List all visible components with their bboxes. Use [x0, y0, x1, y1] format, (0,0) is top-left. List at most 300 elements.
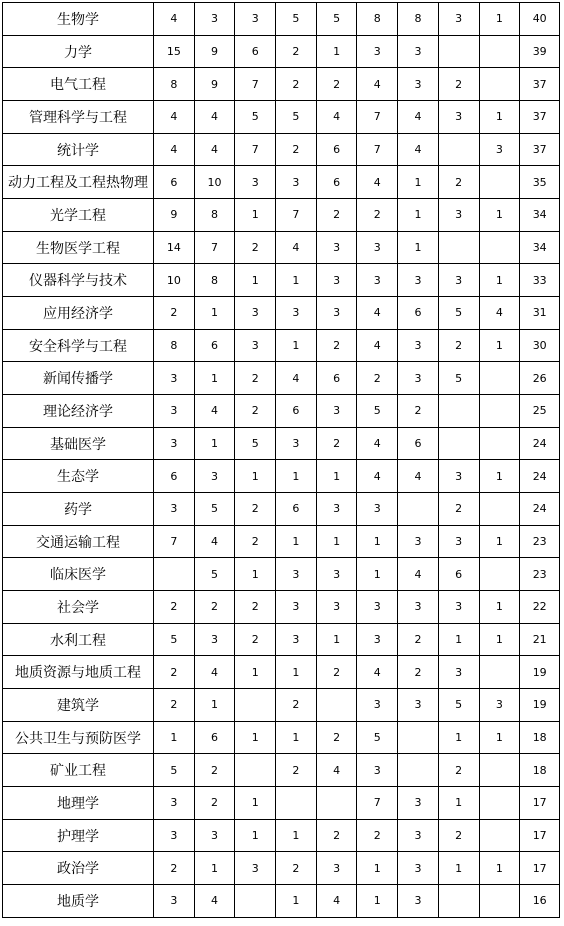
discipline-name-cell: 建筑学	[3, 689, 154, 722]
table-row	[3, 525, 560, 558]
count-cell: 1	[479, 591, 520, 624]
total-cell: 21	[520, 623, 560, 656]
count-cell: 5	[357, 721, 398, 754]
count-cell: 3	[398, 362, 439, 395]
count-cell: 3	[438, 591, 479, 624]
total-cell: 24	[520, 460, 560, 493]
count-cell: 4	[357, 427, 398, 460]
count-cell: 3	[316, 591, 357, 624]
count-cell: 4	[194, 101, 235, 134]
count-cell: 2	[235, 395, 276, 428]
count-cell: 1	[479, 721, 520, 754]
count-cell: 1	[235, 264, 276, 297]
count-cell: 2	[398, 395, 439, 428]
count-cell: 3	[154, 787, 195, 820]
count-cell: 2	[235, 525, 276, 558]
count-cell: 6	[154, 166, 195, 199]
count-cell: 2	[276, 754, 317, 787]
table-row	[3, 656, 560, 689]
count-cell: 2	[398, 623, 439, 656]
count-cell	[316, 689, 357, 722]
total-cell: 23	[520, 525, 560, 558]
count-cell: 3	[194, 460, 235, 493]
count-cell: 1	[479, 525, 520, 558]
total-cell: 24	[520, 427, 560, 460]
count-cell: 2	[357, 199, 398, 232]
count-cell	[235, 689, 276, 722]
count-cell: 4	[194, 656, 235, 689]
count-cell: 2	[235, 231, 276, 264]
count-cell: 1	[194, 852, 235, 885]
count-cell: 3	[154, 819, 195, 852]
count-cell: 3	[154, 395, 195, 428]
discipline-name-cell: 地质资源与地质工程	[3, 656, 154, 689]
table-row	[3, 395, 560, 428]
count-cell: 10	[154, 264, 195, 297]
discipline-name-cell: 新闻传播学	[3, 362, 154, 395]
count-cell: 1	[316, 623, 357, 656]
count-cell: 1	[438, 623, 479, 656]
count-cell: 1	[235, 721, 276, 754]
count-cell: 8	[194, 264, 235, 297]
discipline-name-cell: 交通运输工程	[3, 525, 154, 558]
count-cell: 1	[235, 199, 276, 232]
table-row	[3, 460, 560, 493]
count-cell: 3	[398, 885, 439, 918]
table-row	[3, 819, 560, 852]
count-cell: 4	[398, 558, 439, 591]
count-cell: 4	[194, 395, 235, 428]
count-cell: 4	[276, 362, 317, 395]
count-cell: 1	[357, 558, 398, 591]
count-cell: 1	[357, 525, 398, 558]
table-row	[3, 623, 560, 656]
count-cell: 6	[276, 493, 317, 526]
count-cell: 3	[398, 852, 439, 885]
count-cell: 5	[154, 754, 195, 787]
table-row	[3, 689, 560, 722]
count-cell	[479, 656, 520, 689]
count-cell: 8	[154, 68, 195, 101]
discipline-name-cell: 临床医学	[3, 558, 154, 591]
count-cell: 6	[194, 721, 235, 754]
count-cell: 1	[479, 264, 520, 297]
count-cell: 1	[398, 166, 439, 199]
table-row	[3, 166, 560, 199]
discipline-name-cell: 应用经济学	[3, 297, 154, 330]
count-cell: 1	[276, 656, 317, 689]
count-cell: 3	[154, 427, 195, 460]
count-cell: 1	[194, 362, 235, 395]
count-cell: 1	[276, 329, 317, 362]
count-cell: 2	[276, 852, 317, 885]
count-cell: 3	[235, 329, 276, 362]
total-cell: 17	[520, 819, 560, 852]
discipline-name-cell: 生物医学工程	[3, 231, 154, 264]
count-cell: 6	[398, 427, 439, 460]
count-cell: 3	[398, 819, 439, 852]
count-cell: 3	[154, 885, 195, 918]
count-cell: 3	[357, 591, 398, 624]
count-cell: 4	[194, 885, 235, 918]
count-cell: 5	[235, 101, 276, 134]
count-cell: 2	[235, 623, 276, 656]
count-cell: 4	[357, 166, 398, 199]
count-cell: 4	[154, 133, 195, 166]
count-cell: 9	[194, 68, 235, 101]
count-cell: 3	[479, 133, 520, 166]
count-cell: 2	[316, 68, 357, 101]
count-cell: 8	[357, 3, 398, 36]
count-cell: 5	[235, 427, 276, 460]
count-cell: 3	[235, 852, 276, 885]
count-cell: 3	[438, 460, 479, 493]
count-cell	[438, 395, 479, 428]
count-cell: 4	[154, 101, 195, 134]
count-cell: 6	[276, 395, 317, 428]
count-cell: 4	[357, 460, 398, 493]
total-cell: 24	[520, 493, 560, 526]
count-cell: 9	[194, 35, 235, 68]
discipline-name-cell: 电气工程	[3, 68, 154, 101]
count-cell: 1	[276, 460, 317, 493]
count-cell: 3	[479, 689, 520, 722]
count-cell	[438, 427, 479, 460]
total-cell: 18	[520, 721, 560, 754]
table-row	[3, 852, 560, 885]
count-cell: 2	[276, 133, 317, 166]
count-cell: 3	[276, 591, 317, 624]
count-cell: 2	[438, 166, 479, 199]
total-cell: 23	[520, 558, 560, 591]
count-cell: 3	[235, 297, 276, 330]
discipline-name-cell: 仪器科学与技术	[3, 264, 154, 297]
count-cell: 1	[194, 297, 235, 330]
count-cell: 4	[357, 329, 398, 362]
count-cell	[398, 721, 439, 754]
count-cell: 1	[398, 231, 439, 264]
count-cell: 4	[357, 68, 398, 101]
count-cell: 1	[357, 852, 398, 885]
count-cell: 15	[154, 35, 195, 68]
count-cell: 5	[154, 623, 195, 656]
count-cell: 5	[276, 3, 317, 36]
count-cell: 3	[357, 231, 398, 264]
count-cell	[479, 35, 520, 68]
count-cell: 4	[398, 460, 439, 493]
count-cell: 6	[316, 166, 357, 199]
count-cell: 7	[154, 525, 195, 558]
count-cell: 5	[194, 493, 235, 526]
count-cell	[479, 362, 520, 395]
table-row	[3, 493, 560, 526]
count-cell: 1	[316, 525, 357, 558]
discipline-name-cell: 基础医学	[3, 427, 154, 460]
discipline-name-cell: 动力工程及工程热物理	[3, 166, 154, 199]
total-cell: 19	[520, 656, 560, 689]
count-cell	[235, 754, 276, 787]
count-cell	[479, 819, 520, 852]
total-cell: 25	[520, 395, 560, 428]
count-cell: 1	[479, 460, 520, 493]
count-cell	[398, 754, 439, 787]
count-cell: 4	[316, 101, 357, 134]
discipline-name-cell: 护理学	[3, 819, 154, 852]
count-cell: 3	[398, 35, 439, 68]
table-row	[3, 297, 560, 330]
count-cell: 1	[194, 689, 235, 722]
count-cell: 1	[479, 101, 520, 134]
count-cell: 2	[194, 591, 235, 624]
total-cell: 22	[520, 591, 560, 624]
discipline-name-cell: 地理学	[3, 787, 154, 820]
count-cell	[438, 133, 479, 166]
count-cell: 1	[479, 329, 520, 362]
count-cell	[479, 68, 520, 101]
count-cell	[235, 885, 276, 918]
count-cell: 3	[316, 264, 357, 297]
total-cell: 37	[520, 101, 560, 134]
count-cell: 8	[154, 329, 195, 362]
count-cell: 7	[357, 787, 398, 820]
count-cell: 4	[357, 656, 398, 689]
discipline-name-cell: 统计学	[3, 133, 154, 166]
count-cell	[479, 395, 520, 428]
table-row	[3, 721, 560, 754]
table-row	[3, 3, 560, 36]
count-cell	[316, 787, 357, 820]
discipline-statistics-table	[2, 2, 560, 918]
count-cell: 4	[357, 297, 398, 330]
discipline-name-cell: 力学	[3, 35, 154, 68]
count-cell: 3	[398, 68, 439, 101]
table-row	[3, 427, 560, 460]
count-cell: 2	[398, 656, 439, 689]
count-cell: 2	[357, 362, 398, 395]
count-cell: 3	[316, 231, 357, 264]
total-cell: 33	[520, 264, 560, 297]
total-cell: 30	[520, 329, 560, 362]
count-cell: 2	[438, 754, 479, 787]
count-cell: 3	[357, 754, 398, 787]
count-cell: 6	[398, 297, 439, 330]
count-cell	[479, 493, 520, 526]
count-cell: 3	[276, 623, 317, 656]
count-cell: 5	[438, 362, 479, 395]
total-cell: 31	[520, 297, 560, 330]
table-row	[3, 101, 560, 134]
count-cell: 4	[316, 754, 357, 787]
count-cell: 3	[398, 787, 439, 820]
count-cell: 8	[194, 199, 235, 232]
table-row	[3, 787, 560, 820]
count-cell: 1	[479, 852, 520, 885]
count-cell: 1	[316, 35, 357, 68]
count-cell: 2	[316, 656, 357, 689]
count-cell: 2	[438, 819, 479, 852]
count-cell: 2	[276, 68, 317, 101]
count-cell: 3	[235, 166, 276, 199]
count-cell: 4	[398, 101, 439, 134]
count-cell: 4	[316, 885, 357, 918]
discipline-name-cell: 安全科学与工程	[3, 329, 154, 362]
count-cell: 3	[194, 819, 235, 852]
discipline-name-cell: 理论经济学	[3, 395, 154, 428]
count-cell: 7	[235, 68, 276, 101]
count-cell	[438, 35, 479, 68]
count-cell: 4	[194, 525, 235, 558]
count-cell: 2	[316, 329, 357, 362]
count-cell: 3	[316, 558, 357, 591]
count-cell: 2	[316, 721, 357, 754]
count-cell: 3	[398, 591, 439, 624]
count-cell: 4	[479, 297, 520, 330]
count-cell: 3	[154, 493, 195, 526]
count-cell: 3	[398, 689, 439, 722]
count-cell: 1	[398, 199, 439, 232]
table-row	[3, 591, 560, 624]
count-cell: 6	[438, 558, 479, 591]
table-row	[3, 329, 560, 362]
count-cell: 3	[154, 362, 195, 395]
count-cell: 3	[438, 199, 479, 232]
count-cell: 7	[276, 199, 317, 232]
count-cell: 3	[357, 264, 398, 297]
table-row	[3, 885, 560, 918]
count-cell	[479, 166, 520, 199]
count-cell: 3	[357, 35, 398, 68]
count-cell: 2	[276, 689, 317, 722]
count-cell: 3	[438, 525, 479, 558]
count-cell: 2	[235, 493, 276, 526]
count-cell: 1	[235, 460, 276, 493]
count-cell	[479, 885, 520, 918]
count-cell: 3	[316, 395, 357, 428]
count-cell: 1	[154, 721, 195, 754]
count-cell: 10	[194, 166, 235, 199]
table-row	[3, 264, 560, 297]
count-cell	[438, 885, 479, 918]
count-cell	[479, 754, 520, 787]
count-cell: 3	[357, 623, 398, 656]
discipline-name-cell: 地质学	[3, 885, 154, 918]
count-cell: 5	[438, 297, 479, 330]
count-cell	[276, 787, 317, 820]
count-cell: 2	[438, 329, 479, 362]
discipline-name-cell: 水利工程	[3, 623, 154, 656]
count-cell: 7	[194, 231, 235, 264]
total-cell: 17	[520, 787, 560, 820]
count-cell: 3	[235, 3, 276, 36]
count-cell: 1	[357, 885, 398, 918]
table-row	[3, 231, 560, 264]
table-row	[3, 558, 560, 591]
count-cell: 3	[276, 427, 317, 460]
count-cell: 3	[316, 493, 357, 526]
count-cell: 4	[276, 231, 317, 264]
count-cell: 3	[438, 101, 479, 134]
count-cell: 3	[438, 264, 479, 297]
count-cell: 5	[276, 101, 317, 134]
count-cell: 2	[235, 591, 276, 624]
count-cell	[398, 493, 439, 526]
count-cell: 1	[235, 819, 276, 852]
count-cell: 2	[235, 362, 276, 395]
count-cell: 8	[398, 3, 439, 36]
count-cell: 4	[194, 133, 235, 166]
total-cell: 18	[520, 754, 560, 787]
total-cell: 34	[520, 231, 560, 264]
count-cell: 2	[316, 819, 357, 852]
count-cell: 2	[316, 427, 357, 460]
count-cell: 6	[154, 460, 195, 493]
count-cell: 5	[194, 558, 235, 591]
total-cell: 40	[520, 3, 560, 36]
count-cell: 3	[357, 689, 398, 722]
count-cell	[479, 558, 520, 591]
count-cell: 5	[438, 689, 479, 722]
total-cell: 35	[520, 166, 560, 199]
discipline-name-cell: 管理科学与工程	[3, 101, 154, 134]
count-cell: 5	[357, 395, 398, 428]
total-cell: 34	[520, 199, 560, 232]
count-cell: 5	[316, 3, 357, 36]
discipline-name-cell: 社会学	[3, 591, 154, 624]
count-cell: 2	[438, 68, 479, 101]
count-cell: 2	[357, 819, 398, 852]
total-cell: 26	[520, 362, 560, 395]
count-cell: 3	[194, 3, 235, 36]
count-cell: 3	[357, 493, 398, 526]
count-cell	[479, 231, 520, 264]
table-row	[3, 362, 560, 395]
count-cell: 3	[398, 329, 439, 362]
count-cell: 9	[154, 199, 195, 232]
count-cell: 3	[276, 297, 317, 330]
discipline-name-cell: 政治学	[3, 852, 154, 885]
count-cell: 2	[154, 689, 195, 722]
count-cell: 1	[479, 199, 520, 232]
count-cell: 7	[357, 101, 398, 134]
discipline-name-cell: 矿业工程	[3, 754, 154, 787]
count-cell: 1	[438, 721, 479, 754]
discipline-name-cell: 生态学	[3, 460, 154, 493]
count-cell: 1	[276, 264, 317, 297]
count-cell: 2	[154, 852, 195, 885]
count-cell: 7	[357, 133, 398, 166]
count-cell: 4	[154, 3, 195, 36]
count-cell: 3	[438, 656, 479, 689]
total-cell: 37	[520, 68, 560, 101]
count-cell: 1	[438, 852, 479, 885]
count-cell: 2	[154, 297, 195, 330]
count-cell: 3	[398, 264, 439, 297]
count-cell: 4	[398, 133, 439, 166]
count-cell: 2	[154, 656, 195, 689]
table-row	[3, 199, 560, 232]
count-cell: 6	[316, 362, 357, 395]
count-cell: 14	[154, 231, 195, 264]
count-cell: 6	[194, 329, 235, 362]
total-cell: 39	[520, 35, 560, 68]
count-cell: 2	[316, 199, 357, 232]
count-cell: 1	[438, 787, 479, 820]
count-cell: 3	[316, 852, 357, 885]
count-cell: 1	[194, 427, 235, 460]
count-cell: 3	[276, 166, 317, 199]
count-cell: 2	[194, 754, 235, 787]
total-cell: 16	[520, 885, 560, 918]
